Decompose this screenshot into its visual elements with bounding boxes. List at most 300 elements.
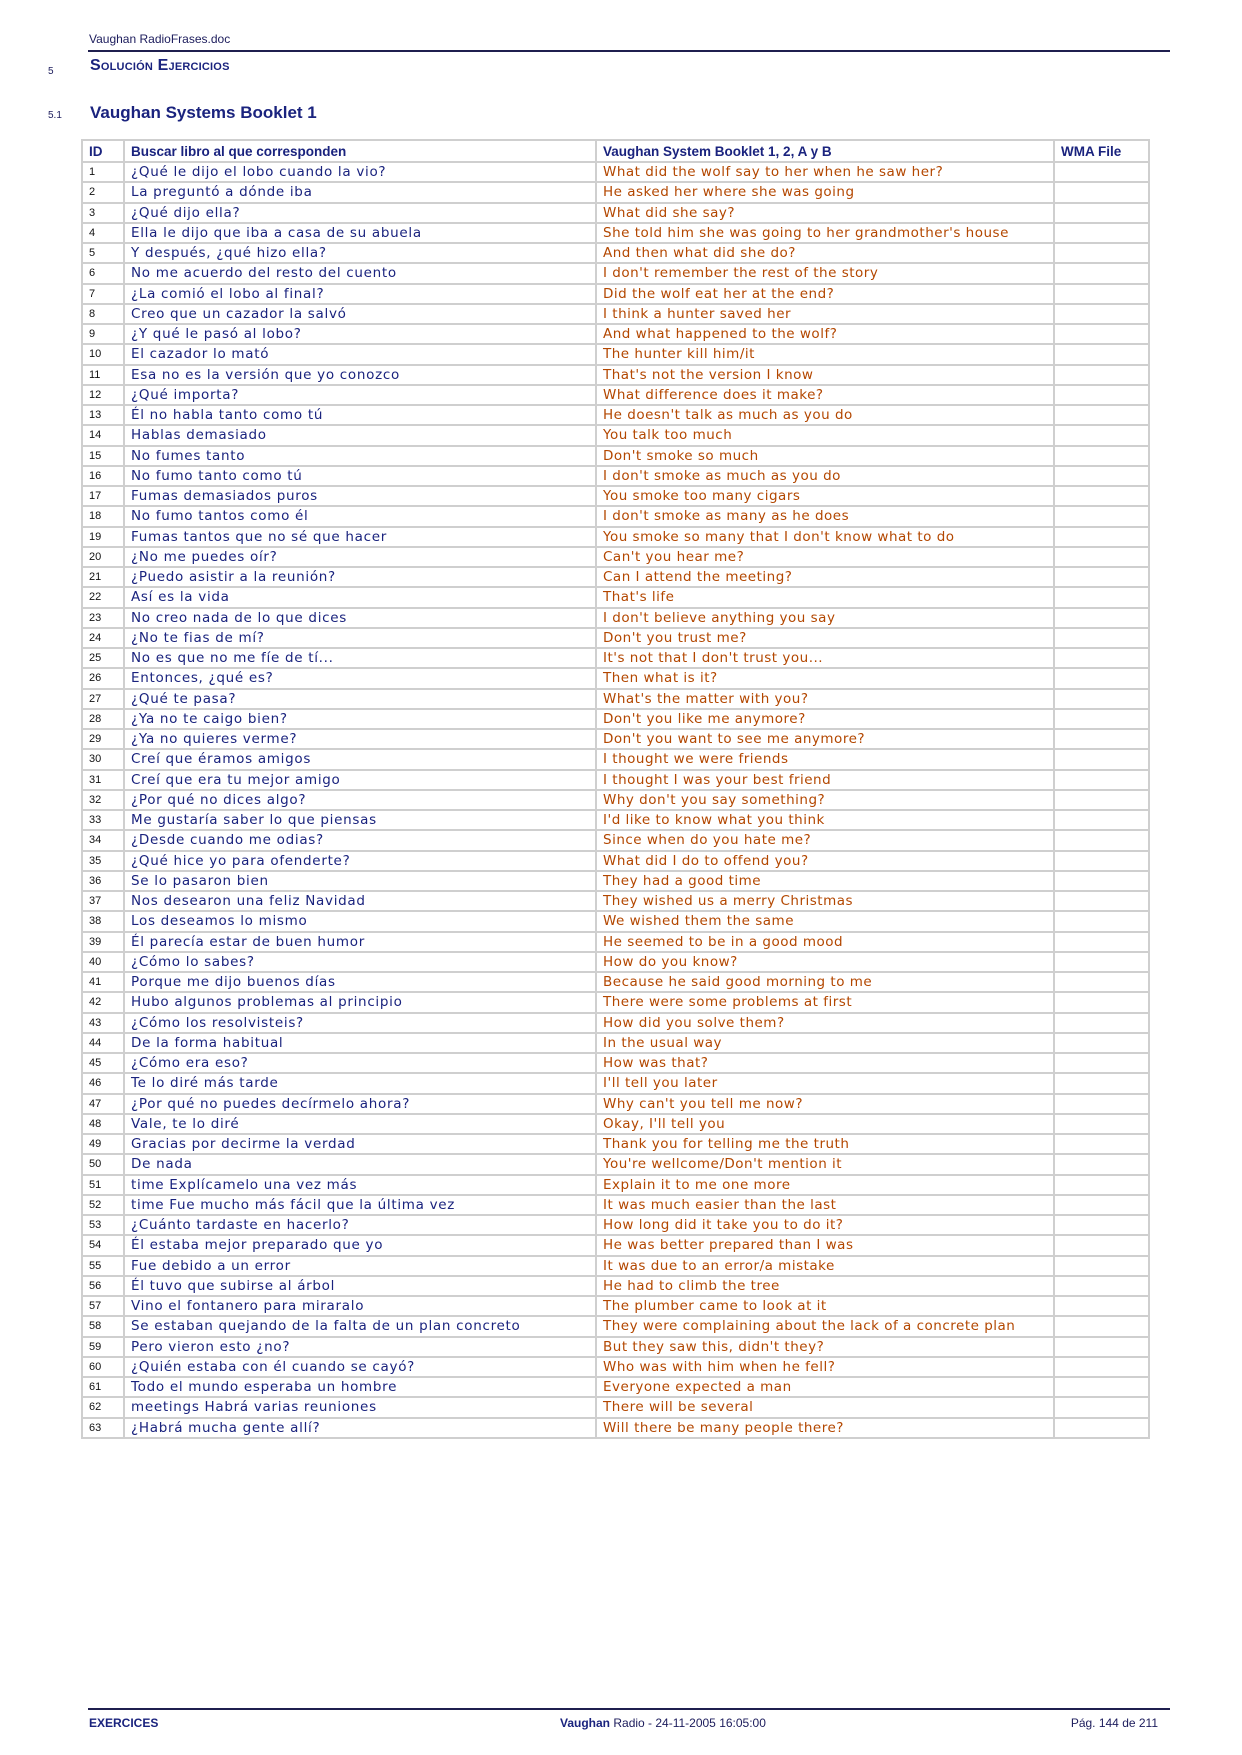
wma-file xyxy=(1054,1357,1149,1377)
row-id: 62 xyxy=(82,1397,124,1417)
table-row xyxy=(82,749,1149,769)
spanish-phrase: ¿No me puedes oír? xyxy=(124,547,596,567)
spanish-phrase: time Fue mucho más fácil que la última vez xyxy=(124,1195,596,1215)
subsection-number: 5.1 xyxy=(48,110,62,121)
row-id: 22 xyxy=(82,587,124,607)
spanish-phrase: No fumes tanto xyxy=(124,446,596,466)
wma-file xyxy=(1054,486,1149,506)
table-row xyxy=(82,911,1149,931)
table-row xyxy=(82,1377,1149,1397)
subsection-title: Vaughan Systems Booklet 1 xyxy=(90,103,317,122)
wma-file xyxy=(1054,567,1149,587)
english-phrase: There were some problems at first xyxy=(596,992,1054,1012)
row-id: 24 xyxy=(82,628,124,648)
english-phrase: It's not that I don't trust you... xyxy=(596,648,1054,668)
english-phrase: He was better prepared than I was xyxy=(596,1235,1054,1255)
english-phrase: How was that? xyxy=(596,1053,1054,1073)
row-id: 58 xyxy=(82,1316,124,1336)
spanish-phrase: Creí que éramos amigos xyxy=(124,749,596,769)
wma-file xyxy=(1054,203,1149,223)
column-header-wma: WMA File xyxy=(1054,140,1149,162)
spanish-phrase: Fue debido a un error xyxy=(124,1256,596,1276)
row-id: 16 xyxy=(82,466,124,486)
spanish-phrase: Pero vieron esto ¿no? xyxy=(124,1337,596,1357)
row-id: 43 xyxy=(82,1013,124,1033)
wma-file xyxy=(1054,243,1149,263)
table-row xyxy=(82,851,1149,871)
wma-file xyxy=(1054,1175,1149,1195)
table-row xyxy=(82,790,1149,810)
spanish-phrase: Te lo diré más tarde xyxy=(124,1073,596,1093)
english-phrase: There will be several xyxy=(596,1397,1054,1417)
table-row xyxy=(82,1013,1149,1033)
table-row xyxy=(82,486,1149,506)
spanish-phrase: ¿No te fias de mí? xyxy=(124,628,596,648)
english-phrase: He seemed to be in a good mood xyxy=(596,932,1054,952)
row-id: 19 xyxy=(82,527,124,547)
table-body xyxy=(82,162,1149,1438)
table-row xyxy=(82,1175,1149,1195)
table-row xyxy=(82,1296,1149,1316)
english-phrase: She told him she was going to her grandmother's house xyxy=(596,223,1054,243)
english-phrase: I thought I was your best friend xyxy=(596,770,1054,790)
table-row xyxy=(82,972,1149,992)
row-id: 21 xyxy=(82,567,124,587)
wma-file xyxy=(1054,425,1149,445)
table-row xyxy=(82,932,1149,952)
table-row xyxy=(82,405,1149,425)
row-id: 3 xyxy=(82,203,124,223)
table-row xyxy=(82,668,1149,688)
wma-file xyxy=(1054,628,1149,648)
phrases-table xyxy=(81,139,1150,1439)
spanish-phrase: Entonces, ¿qué es? xyxy=(124,668,596,688)
table-row xyxy=(82,810,1149,830)
footer-center xyxy=(560,1716,766,1730)
table-row xyxy=(82,1215,1149,1235)
wma-file xyxy=(1054,1134,1149,1154)
wma-file xyxy=(1054,263,1149,283)
table-row xyxy=(82,1053,1149,1073)
spanish-phrase: ¿Qué importa? xyxy=(124,385,596,405)
wma-file xyxy=(1054,405,1149,425)
table-row xyxy=(82,466,1149,486)
spanish-phrase: ¿Por qué no puedes decírmelo ahora? xyxy=(124,1094,596,1114)
wma-file xyxy=(1054,385,1149,405)
english-phrase: He had to climb the tree xyxy=(596,1276,1054,1296)
row-id: 39 xyxy=(82,932,124,952)
column-header-spanish: Buscar libro al que corresponden xyxy=(124,140,596,162)
row-id: 54 xyxy=(82,1235,124,1255)
table-row xyxy=(82,729,1149,749)
spanish-phrase: Vino el fontanero para miraralo xyxy=(124,1296,596,1316)
wma-file xyxy=(1054,1013,1149,1033)
spanish-phrase: Fumas demasiados puros xyxy=(124,486,596,506)
spanish-phrase: ¿Por qué no dices algo? xyxy=(124,790,596,810)
wma-file xyxy=(1054,182,1149,202)
table-row xyxy=(82,284,1149,304)
spanish-phrase: Así es la vida xyxy=(124,587,596,607)
table-row xyxy=(82,446,1149,466)
english-phrase: That's life xyxy=(596,587,1054,607)
wma-file xyxy=(1054,1053,1149,1073)
wma-file xyxy=(1054,365,1149,385)
english-phrase: You smoke so many that I don't know what to do xyxy=(596,527,1054,547)
row-id: 45 xyxy=(82,1053,124,1073)
spanish-phrase: ¿Puedo asistir a la reunión? xyxy=(124,567,596,587)
row-id: 28 xyxy=(82,709,124,729)
english-phrase: How do you know? xyxy=(596,952,1054,972)
row-id: 44 xyxy=(82,1033,124,1053)
row-id: 20 xyxy=(82,547,124,567)
table-row xyxy=(82,587,1149,607)
spanish-phrase: Hablas demasiado xyxy=(124,425,596,445)
row-id: 46 xyxy=(82,1073,124,1093)
wma-file xyxy=(1054,1195,1149,1215)
wma-file xyxy=(1054,1337,1149,1357)
english-phrase: Don't smoke so much xyxy=(596,446,1054,466)
table-row xyxy=(82,648,1149,668)
wma-file xyxy=(1054,1235,1149,1255)
wma-file xyxy=(1054,446,1149,466)
english-phrase: I'll tell you later xyxy=(596,1073,1054,1093)
english-phrase: You're wellcome/Don't mention it xyxy=(596,1154,1054,1174)
row-id: 30 xyxy=(82,749,124,769)
spanish-phrase: Él tuvo que subirse al árbol xyxy=(124,1276,596,1296)
wma-file xyxy=(1054,992,1149,1012)
row-id: 52 xyxy=(82,1195,124,1215)
row-id: 9 xyxy=(82,324,124,344)
table-row xyxy=(82,770,1149,790)
table-row xyxy=(82,162,1149,182)
spanish-phrase: ¿Ya no quieres verme? xyxy=(124,729,596,749)
english-phrase: Because he said good morning to me xyxy=(596,972,1054,992)
table-row xyxy=(82,547,1149,567)
wma-file xyxy=(1054,1296,1149,1316)
wma-file xyxy=(1054,466,1149,486)
wma-file xyxy=(1054,810,1149,830)
spanish-phrase: ¿Qué dijo ella? xyxy=(124,203,596,223)
spanish-phrase: Todo el mundo esperaba un hombre xyxy=(124,1377,596,1397)
spanish-phrase: ¿Cómo era eso? xyxy=(124,1053,596,1073)
row-id: 56 xyxy=(82,1276,124,1296)
table-row xyxy=(82,992,1149,1012)
english-phrase: I think a hunter saved her xyxy=(596,304,1054,324)
spanish-phrase: Vale, te lo diré xyxy=(124,1114,596,1134)
english-phrase: Everyone expected a man xyxy=(596,1377,1054,1397)
table-row xyxy=(82,506,1149,526)
spanish-phrase: La preguntó a dónde iba xyxy=(124,182,596,202)
table-row xyxy=(82,952,1149,972)
row-id: 61 xyxy=(82,1377,124,1397)
spanish-phrase: Creo que un cazador la salvó xyxy=(124,304,596,324)
wma-file xyxy=(1054,1215,1149,1235)
table-row xyxy=(82,182,1149,202)
spanish-phrase: De nada xyxy=(124,1154,596,1174)
footer-brand: Vaughan xyxy=(560,1716,611,1730)
column-header-english: Vaughan System Booklet 1, 2, A y B xyxy=(596,140,1054,162)
row-id: 51 xyxy=(82,1175,124,1195)
wma-file xyxy=(1054,344,1149,364)
spanish-phrase: No creo nada de lo que dices xyxy=(124,608,596,628)
spanish-phrase: time Explícamelo una vez más xyxy=(124,1175,596,1195)
wma-file xyxy=(1054,304,1149,324)
row-id: 18 xyxy=(82,506,124,526)
spanish-phrase: meetings Habrá varias reuniones xyxy=(124,1397,596,1417)
spanish-phrase: No me acuerdo del resto del cuento xyxy=(124,263,596,283)
row-id: 12 xyxy=(82,385,124,405)
document-header xyxy=(88,32,1170,52)
spanish-phrase: No fumo tantos como él xyxy=(124,506,596,526)
spanish-phrase: Se estaban quejando de la falta de un plan concreto xyxy=(124,1316,596,1336)
row-id: 31 xyxy=(82,770,124,790)
english-phrase: And then what did she do? xyxy=(596,243,1054,263)
english-phrase: They wished us a merry Christmas xyxy=(596,891,1054,911)
row-id: 23 xyxy=(82,608,124,628)
table-row xyxy=(82,527,1149,547)
english-phrase: Don't you like me anymore? xyxy=(596,709,1054,729)
english-phrase: Thank you for telling me the truth xyxy=(596,1134,1054,1154)
wma-file xyxy=(1054,1316,1149,1336)
english-phrase: What's the matter with you? xyxy=(596,689,1054,709)
wma-file xyxy=(1054,1154,1149,1174)
spanish-phrase: Se lo pasaron bien xyxy=(124,871,596,891)
table-row xyxy=(82,324,1149,344)
table-row xyxy=(82,1418,1149,1438)
row-id: 49 xyxy=(82,1134,124,1154)
wma-file xyxy=(1054,972,1149,992)
table-row xyxy=(82,365,1149,385)
row-id: 37 xyxy=(82,891,124,911)
english-phrase: It was due to an error/a mistake xyxy=(596,1256,1054,1276)
table-row xyxy=(82,567,1149,587)
spanish-phrase: ¿Quién estaba con él cuando se cayó? xyxy=(124,1357,596,1377)
wma-file xyxy=(1054,547,1149,567)
spanish-phrase: ¿Qué te pasa? xyxy=(124,689,596,709)
wma-file xyxy=(1054,709,1149,729)
english-phrase: That's not the version I know xyxy=(596,365,1054,385)
wma-file xyxy=(1054,284,1149,304)
english-phrase: They had a good time xyxy=(596,871,1054,891)
row-id: 17 xyxy=(82,486,124,506)
row-id: 26 xyxy=(82,668,124,688)
table-row xyxy=(82,243,1149,263)
row-id: 38 xyxy=(82,911,124,931)
english-phrase: The plumber came to look at it xyxy=(596,1296,1054,1316)
wma-file xyxy=(1054,1114,1149,1134)
wma-file xyxy=(1054,1073,1149,1093)
table-row xyxy=(82,1276,1149,1296)
table-row xyxy=(82,689,1149,709)
table-row xyxy=(82,1114,1149,1134)
english-phrase: I don't smoke as many as he does xyxy=(596,506,1054,526)
english-phrase: Then what is it? xyxy=(596,668,1054,688)
document-filename: Vaughan RadioFrases.doc xyxy=(89,32,231,46)
table-row xyxy=(82,1256,1149,1276)
english-phrase: We wished them the same xyxy=(596,911,1054,931)
english-phrase: I don't smoke as much as you do xyxy=(596,466,1054,486)
english-phrase: I don't believe anything you say xyxy=(596,608,1054,628)
wma-file xyxy=(1054,1276,1149,1296)
english-phrase: You smoke too many cigars xyxy=(596,486,1054,506)
row-id: 27 xyxy=(82,689,124,709)
english-phrase: It was much easier than the last xyxy=(596,1195,1054,1215)
row-id: 59 xyxy=(82,1337,124,1357)
spanish-phrase: Fumas tantos que no sé que hacer xyxy=(124,527,596,547)
table-row xyxy=(82,203,1149,223)
section-title: Solución Ejercicios xyxy=(90,57,230,74)
english-phrase: He doesn't talk as much as you do xyxy=(596,405,1054,425)
spanish-phrase: ¿Y qué le pasó al lobo? xyxy=(124,324,596,344)
spanish-phrase: Creí que era tu mejor amigo xyxy=(124,770,596,790)
english-phrase: Okay, I'll tell you xyxy=(596,1114,1054,1134)
table-row xyxy=(82,1316,1149,1336)
table-row xyxy=(82,1397,1149,1417)
row-id: 40 xyxy=(82,952,124,972)
spanish-phrase: ¿La comió el lobo al final? xyxy=(124,284,596,304)
english-phrase: How did you solve them? xyxy=(596,1013,1054,1033)
wma-file xyxy=(1054,587,1149,607)
table-row xyxy=(82,628,1149,648)
spanish-phrase: El cazador lo mató xyxy=(124,344,596,364)
wma-file xyxy=(1054,871,1149,891)
table-row xyxy=(82,1357,1149,1377)
spanish-phrase: ¿Cuánto tardaste en hacerlo? xyxy=(124,1215,596,1235)
spanish-phrase: Hubo algunos problemas al principio xyxy=(124,992,596,1012)
row-id: 55 xyxy=(82,1256,124,1276)
row-id: 8 xyxy=(82,304,124,324)
table-row xyxy=(82,304,1149,324)
table-row xyxy=(82,608,1149,628)
column-header-id: ID xyxy=(82,140,124,162)
row-id: 34 xyxy=(82,830,124,850)
wma-file xyxy=(1054,952,1149,972)
footer-page-number: Pág. 144 de 211 xyxy=(1070,1716,1158,1730)
wma-file xyxy=(1054,648,1149,668)
english-phrase: Can't you hear me? xyxy=(596,547,1054,567)
table-row xyxy=(82,1154,1149,1174)
table-row xyxy=(82,830,1149,850)
row-id: 5 xyxy=(82,243,124,263)
section-number: 5 xyxy=(48,66,54,77)
english-phrase: The hunter kill him/it xyxy=(596,344,1054,364)
row-id: 15 xyxy=(82,446,124,466)
wma-file xyxy=(1054,162,1149,182)
table-row xyxy=(82,871,1149,891)
wma-file xyxy=(1054,851,1149,871)
table-row xyxy=(82,709,1149,729)
english-phrase: And what happened to the wolf? xyxy=(596,324,1054,344)
row-id: 13 xyxy=(82,405,124,425)
footer-date: Radio - 24-11-2005 16:05:00 xyxy=(610,1716,766,1730)
spanish-phrase: Los deseamos lo mismo xyxy=(124,911,596,931)
wma-file xyxy=(1054,608,1149,628)
wma-file xyxy=(1054,324,1149,344)
row-id: 29 xyxy=(82,729,124,749)
row-id: 50 xyxy=(82,1154,124,1174)
table-row xyxy=(82,1134,1149,1154)
row-id: 25 xyxy=(82,648,124,668)
table-row xyxy=(82,891,1149,911)
wma-file xyxy=(1054,223,1149,243)
wma-file xyxy=(1054,770,1149,790)
spanish-phrase: Porque me dijo buenos días xyxy=(124,972,596,992)
wma-file xyxy=(1054,1094,1149,1114)
spanish-phrase: Esa no es la versión que yo conozco xyxy=(124,365,596,385)
footer-section-label: EXERCICES xyxy=(89,1716,159,1730)
wma-file xyxy=(1054,527,1149,547)
spanish-phrase: No es que no me fíe de tí... xyxy=(124,648,596,668)
row-id: 10 xyxy=(82,344,124,364)
wma-file xyxy=(1054,911,1149,931)
english-phrase: Don't you trust me? xyxy=(596,628,1054,648)
table-row xyxy=(82,1337,1149,1357)
english-phrase: What did I do to offend you? xyxy=(596,851,1054,871)
english-phrase: What did the wolf say to her when he saw her? xyxy=(596,162,1054,182)
wma-file xyxy=(1054,1377,1149,1397)
wma-file xyxy=(1054,932,1149,952)
english-phrase: Why don't you say something? xyxy=(596,790,1054,810)
row-id: 6 xyxy=(82,263,124,283)
wma-file xyxy=(1054,1256,1149,1276)
spanish-phrase: De la forma habitual xyxy=(124,1033,596,1053)
row-id: 7 xyxy=(82,284,124,304)
row-id: 14 xyxy=(82,425,124,445)
english-phrase: I thought we were friends xyxy=(596,749,1054,769)
row-id: 57 xyxy=(82,1296,124,1316)
english-phrase: Who was with him when he fell? xyxy=(596,1357,1054,1377)
wma-file xyxy=(1054,689,1149,709)
english-phrase: Since when do you hate me? xyxy=(596,830,1054,850)
wma-file xyxy=(1054,830,1149,850)
wma-file xyxy=(1054,1397,1149,1417)
spanish-phrase: ¿Qué hice yo para ofenderte? xyxy=(124,851,596,871)
english-phrase: What did she say? xyxy=(596,203,1054,223)
spanish-phrase: ¿Cómo los resolvisteis? xyxy=(124,1013,596,1033)
spanish-phrase: Él estaba mejor preparado que yo xyxy=(124,1235,596,1255)
wma-file xyxy=(1054,1033,1149,1053)
row-id: 48 xyxy=(82,1114,124,1134)
wma-file xyxy=(1054,749,1149,769)
row-id: 2 xyxy=(82,182,124,202)
spanish-phrase: Él parecía estar de buen humor xyxy=(124,932,596,952)
english-phrase: You talk too much xyxy=(596,425,1054,445)
english-phrase: I'd like to know what you think xyxy=(596,810,1054,830)
english-phrase: What difference does it make? xyxy=(596,385,1054,405)
spanish-phrase: ¿Qué le dijo el lobo cuando la vio? xyxy=(124,162,596,182)
table-row xyxy=(82,223,1149,243)
table-row xyxy=(82,344,1149,364)
table-header-row xyxy=(82,140,1149,162)
spanish-phrase: Me gustaría saber lo que piensas xyxy=(124,810,596,830)
english-phrase: In the usual way xyxy=(596,1033,1054,1053)
row-id: 36 xyxy=(82,871,124,891)
english-phrase: Can I attend the meeting? xyxy=(596,567,1054,587)
wma-file xyxy=(1054,506,1149,526)
spanish-phrase: ¿Cómo lo sabes? xyxy=(124,952,596,972)
table-row xyxy=(82,425,1149,445)
english-phrase: He asked her where she was going xyxy=(596,182,1054,202)
spanish-phrase: Él no habla tanto como tú xyxy=(124,405,596,425)
english-phrase: Don't you want to see me anymore? xyxy=(596,729,1054,749)
row-id: 1 xyxy=(82,162,124,182)
spanish-phrase: Ella le dijo que iba a casa de su abuela xyxy=(124,223,596,243)
english-phrase: But they saw this, didn't they? xyxy=(596,1337,1054,1357)
table-row xyxy=(82,385,1149,405)
row-id: 63 xyxy=(82,1418,124,1438)
table-row xyxy=(82,1235,1149,1255)
wma-file xyxy=(1054,1418,1149,1438)
